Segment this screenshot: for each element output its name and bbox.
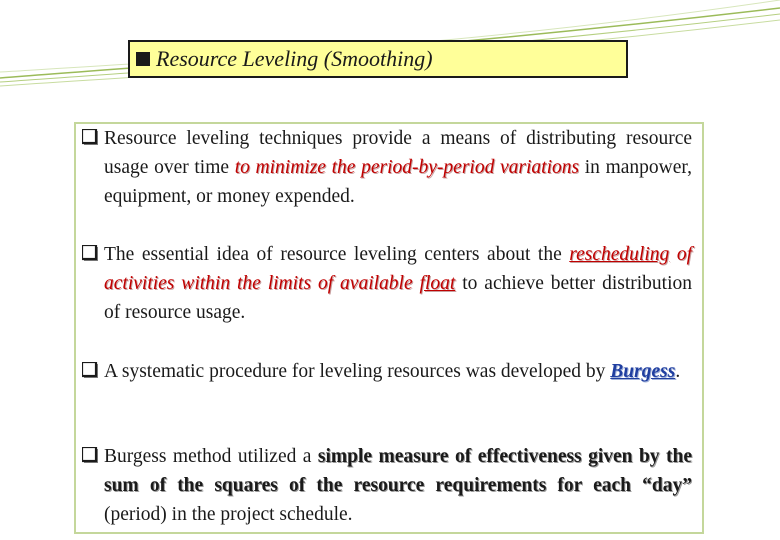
emphasis-text: float — [419, 273, 456, 294]
text-run: in manpower, equipment, or money expended. — [104, 157, 692, 207]
text-run: Burgess method utilized a — [104, 446, 318, 467]
text-run: to achieve better distribution of resource usage. — [104, 273, 692, 323]
emphasis-text: rescheduling — [569, 244, 670, 265]
text-run: A systematic procedure for leveling resources was developed by — [104, 361, 611, 382]
emphasis-bold-text: simple measure of effectiveness given by the sum of the squares of the resource requirements for each “day” — [104, 446, 693, 496]
checkbox-bullet-icon — [82, 362, 99, 379]
slide-title: Resource Leveling (Smoothing) — [156, 46, 433, 71]
slide-title-box — [128, 40, 628, 78]
emphasis-link-text: Burgess — [610, 361, 676, 382]
content-frame — [74, 122, 704, 534]
bullet-paragraph-2 — [82, 240, 692, 327]
bullet-paragraph-1 — [82, 124, 692, 211]
text-run: (period) in the project schedule. — [104, 504, 353, 525]
checkbox-bullet-icon — [82, 129, 99, 146]
paragraph-text — [104, 240, 692, 327]
text-run: Resource leveling techniques provide a means of distributing resource usage over time — [104, 128, 692, 178]
emphasis-text: to minimize the period-by-period variations — [234, 157, 580, 178]
emphasis-text: of activities within the limits of available — [104, 244, 692, 294]
checkbox-bullet-icon — [82, 245, 99, 262]
bullet-paragraph-4 — [82, 442, 692, 529]
checkbox-bullet-icon — [82, 447, 99, 464]
text-run: . — [675, 361, 681, 382]
paragraph-text — [104, 357, 692, 386]
square-bullet-icon — [136, 52, 150, 66]
paragraph-text — [104, 442, 692, 529]
bullet-paragraph-3 — [82, 357, 692, 386]
paragraph-text — [104, 124, 692, 211]
text-run: The essential idea of resource leveling centers about the — [104, 244, 570, 265]
